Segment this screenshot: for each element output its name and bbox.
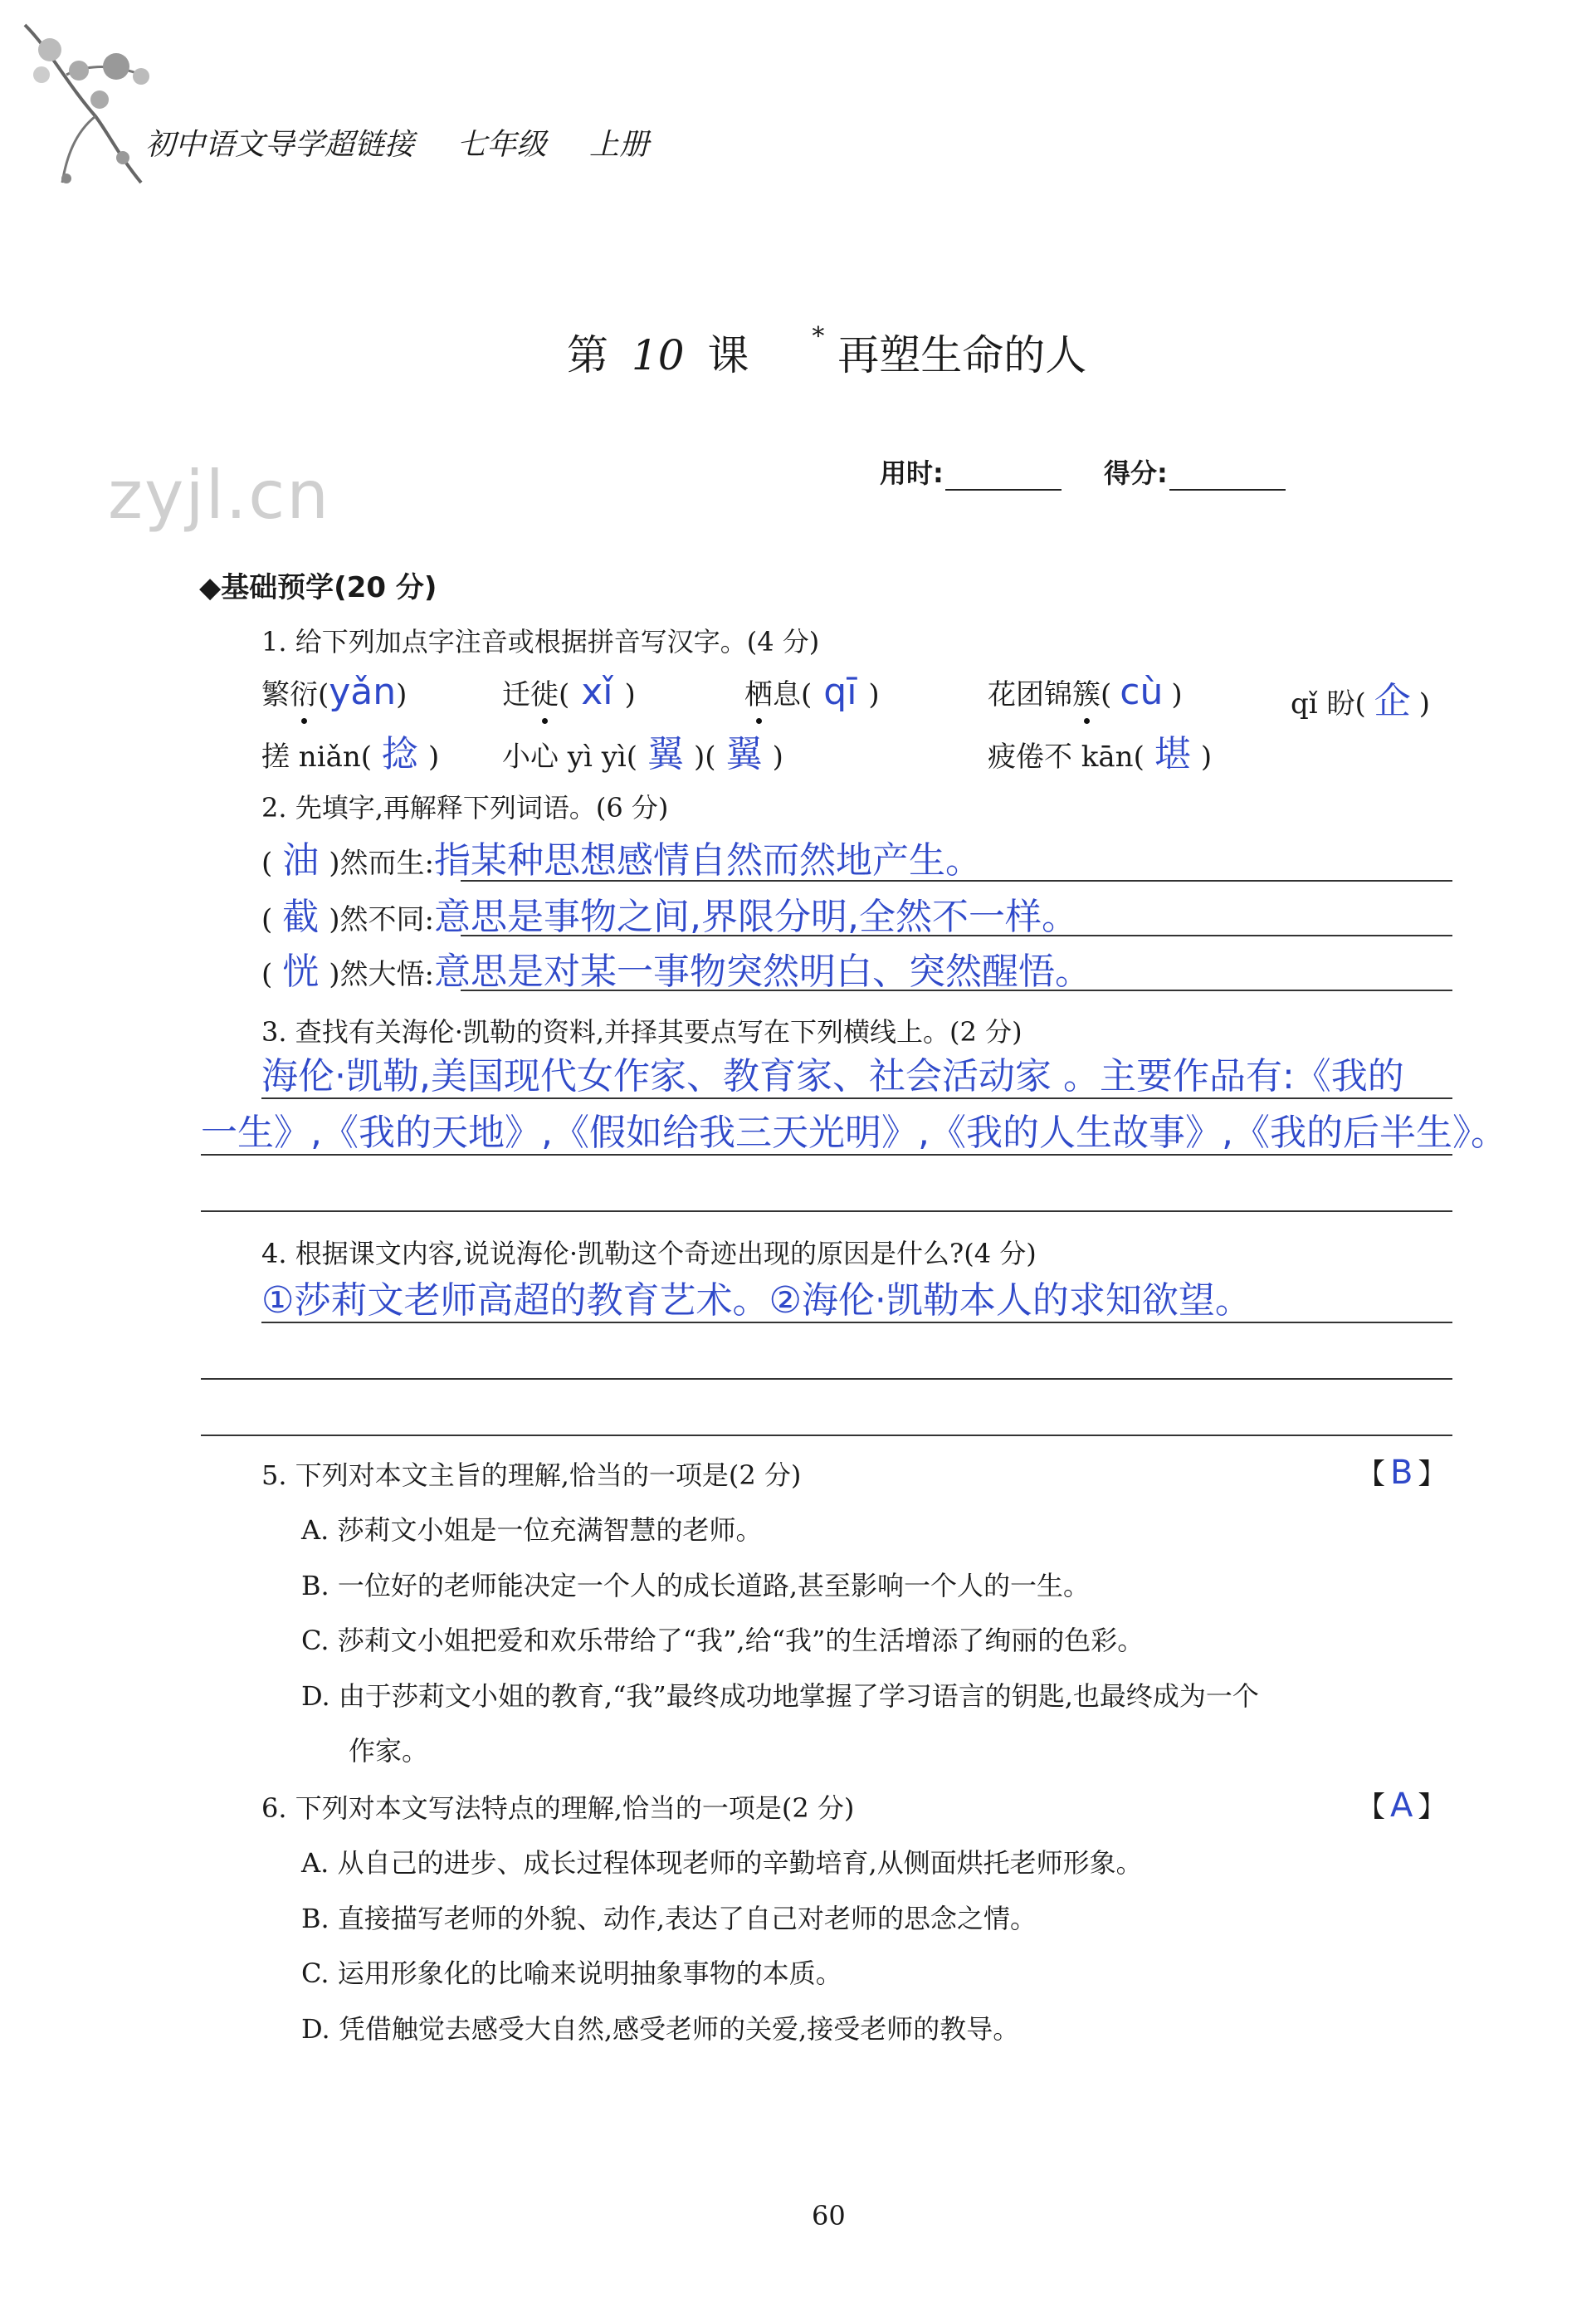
q1-answer-7: 翼 [647,733,685,775]
lesson-name: 再塑生命的人 [837,331,1087,379]
q4-answer-line-1 [261,1322,1452,1323]
q5-option-d-cont: 作家。 [349,1735,429,1767]
q5-option-d: D. 由于莎莉文小姐的教育,“我”最终成功地掌握了学习语言的钥匙,也最终成为一个 [301,1680,1259,1712]
q6-answer-bracket: 【 A 】 [1357,1787,1447,1825]
q1-answer-5: 企 [1374,680,1411,722]
score-label: 得分: [1103,457,1168,489]
q2-item-3: ( 恍 )然大悟:意思是对某一事物突然明白、突然醒悟。 [261,951,1091,993]
q1-item-6: 搓 niǎn( 捻 ) [261,733,440,775]
q2-answer-3: 意思是对某一事物突然明白、突然醒悟。 [434,951,1091,993]
q5-answer: B [1390,1454,1413,1492]
q1-item-3: 栖息( qī ) [744,671,880,713]
book-header [145,121,649,164]
q5-prompt: 5. 下列对本文主旨的理解,恰当的一项是(2 分) [261,1459,802,1491]
q4-answer-line-3 [201,1435,1452,1436]
lesson-number: 10 [631,331,685,379]
q1-item-1: 繁衍(yǎn) [261,671,408,713]
q1-answer-3: qī [823,671,857,713]
q6-option-b: B. 直接描写老师的外貌、动作,表达了自己对老师的思念之情。 [301,1903,1037,1934]
q2-fill-1: 油 [282,839,320,882]
diamond-icon: ◆ [199,571,222,604]
book-volume: 上册 [588,128,649,162]
section-heading [199,565,437,605]
q4-prompt: 4. 根据课文内容,说说海伦·凯勒这个奇迹出现的原因是什么?(4 分) [261,1238,1037,1269]
q2-item-2: ( 截 )然不同:意思是事物之间,界限分明,全然不一样。 [261,896,1078,938]
q1-item-5: qǐ 盼( 企 ) [1291,680,1430,722]
q1-answer-2: xǐ [581,671,613,713]
q3-prompt: 3. 查找有关海伦·凯勒的资料,并择其要点写在下列横线上。(2 分) [261,1016,1023,1048]
q3-answer-line-1-text: 海伦·凯勒,美国现代女作家、教育家、社会活动家 。主要作品有:《我的 [261,1055,1404,1097]
q2-fill-2: 截 [282,896,320,938]
watermark: zyjl.cn [108,457,330,534]
q2-answer-line-2 [461,935,1452,936]
lesson-title [567,322,1086,382]
q1-answer-8: 翼 [725,733,763,775]
q3-answer-line-3 [201,1210,1452,1212]
q1-item-7: 小心 yì yì( 翼 )( 翼 ) [502,733,783,775]
q3-answer-line-1 [261,1097,1452,1099]
q6-answer: A [1390,1787,1413,1825]
q2-answer-2: 意思是事物之间,界限分明,全然不一样。 [434,896,1078,938]
q5-answer-bracket: 【 B 】 [1357,1454,1447,1492]
book-grade: 七年级 [456,128,547,162]
q2-fill-3: 恍 [282,951,320,993]
section-title: 基础预学(20 分) [221,571,437,604]
page-number: 60 [812,2200,846,2231]
q5-option-c: C. 莎莉文小姐把爱和欢乐带给了“我”,给“我”的生活增添了绚丽的色彩。 [301,1625,1145,1656]
q6-option-c: C. 运用形象化的比喻来说明抽象事物的本质。 [301,1958,842,1989]
q1-answer-1: yǎn [329,671,397,713]
q4-answer-line-2 [201,1378,1452,1380]
q4-answer: ①莎莉文老师高超的教育艺术。②海伦·凯勒本人的求知欲望。 [261,1279,1252,1322]
time-label: 用时: [880,457,944,489]
q2-answer-line-1 [461,880,1452,882]
q6-prompt: 6. 下列对本文写法特点的理解,恰当的一项是(2 分) [261,1792,855,1824]
q1-item-2: 迁徙( xǐ ) [502,671,636,713]
lesson-unit: 课 [707,331,749,379]
q3-answer-line-2 [201,1154,1452,1156]
q2-answer-line-3 [461,990,1452,991]
q1-answer-4: cù [1120,671,1164,713]
q5-option-b: B. 一位好的老师能决定一个人的成长道路,甚至影响一个人的一生。 [301,1570,1091,1601]
q3-answer-line-2-text: 一生》,《我的天地》,《假如给我三天光明》,《我的人生故事》,《我的后半生》。 [201,1112,1507,1154]
q2-item-1: ( 油 )然而生:指某种思想感情自然而然地产生。 [261,839,982,882]
q2-answer-1: 指某种思想感情自然而然地产生。 [434,839,982,882]
lesson-star: * [812,322,825,351]
score-box [880,452,1286,491]
q6-option-a: A. 从自己的进步、成长过程体现老师的辛勤培育,从侧面烘托老师形象。 [301,1847,1143,1879]
score-blank[interactable] [1169,456,1286,491]
q1-item-8: 疲倦不 kān( 堪 ) [988,733,1213,775]
time-blank[interactable] [945,456,1062,491]
plum-blossom-decoration [17,17,158,208]
q5-option-a: A. 莎莉文小姐是一位充满智慧的老师。 [301,1514,763,1546]
q2-prompt: 2. 先填字,再解释下列词语。(6 分) [261,792,669,824]
lesson-prefix: 第 [567,331,608,379]
q1-prompt: 1. 给下列加点字注音或根据拼音写汉字。(4 分) [261,626,820,657]
q1-answer-9: 堪 [1154,733,1191,775]
q6-option-d: D. 凭借触觉去感受大自然,感受老师的关爱,接受老师的教导。 [301,2013,1020,2045]
q1-answer-6: 捻 [382,733,419,775]
q1-item-4: 花团锦簇( cù ) [988,671,1183,713]
book-title: 初中语文导学超链接 [145,128,415,162]
